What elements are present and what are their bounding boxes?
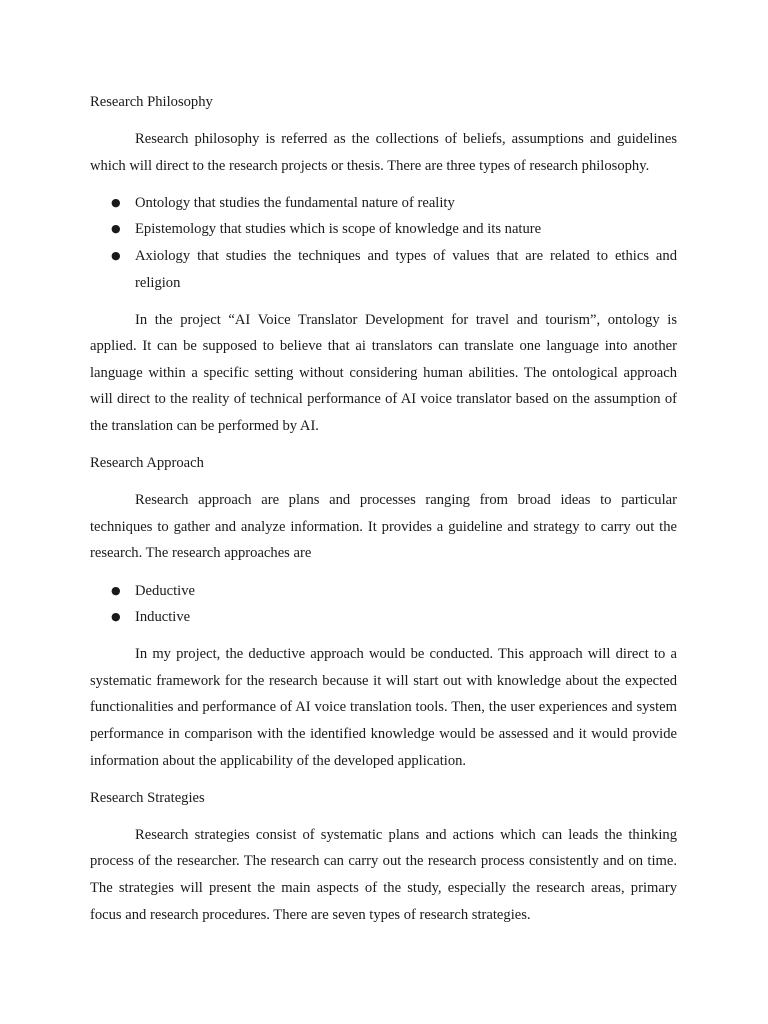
section-heading: Research Philosophy: [90, 94, 213, 110]
list-item-text: Deductive: [135, 582, 195, 599]
list-item: [90, 216, 677, 243]
list-item: [90, 604, 677, 631]
bullet-icon: ●: [111, 195, 121, 209]
list-item-text: Inductive: [135, 609, 191, 626]
section-heading: Research Approach: [90, 455, 204, 472]
list-item-text: Ontology that studies the fundamental nature of reality: [135, 194, 455, 211]
list-item: [90, 190, 677, 217]
paragraph: Research strategies consist of systematic plans and actions which can leads the thinking process of the researcher. The research can carry out the research process consistently and on time. The strategies will present the main aspects of the study, especially the research areas, primary focus and research procedures. There are seven types of research strategies.: [90, 826, 677, 923]
paragraph: In my project, the deductive approach would be conducted. This approach will direct to a systematic framework for the research because it will start out with knowledge about the expected functionalities and performance of AI voice translation tools. Then, the user experiences and system performance in comparison with the identified knowledge would be assessed and it would provide information about the applicability of the developed application.: [90, 646, 677, 769]
list-item: [90, 243, 677, 296]
list-item-text: Axiology that studies the techniques and types of values that are related to ethics and religion: [135, 247, 677, 291]
bullet-list: [90, 190, 677, 296]
bullet-icon: ●: [111, 248, 121, 262]
paragraph: Research approach are plans and processes ranging from broad ideas to particular techniques to gather and analyze information. It provides a guideline and strategy to carry out the research. The research approaches are: [90, 492, 677, 562]
list-item-text: Epistemology that studies which is scope of knowledge and its nature: [135, 221, 542, 238]
document-page: [90, 89, 677, 939]
list-item: [90, 578, 677, 605]
bullet-icon: ●: [111, 610, 121, 624]
bullet-list: [90, 578, 677, 631]
bullet-icon: ●: [111, 222, 121, 236]
paragraph: In the project “AI Voice Translator Development for travel and tourism”, ontology is applied. It can be supposed to believe that ai translators can translate one language into another language within a specific setting without considering human abilities. The ontological approach will direct to the reality of technical performance of AI voice translator based on the assumption of the translation can be performed by AI.: [90, 311, 677, 435]
bullet-icon: ●: [111, 583, 121, 597]
paragraph: Research philosophy is referred as the collections of beliefs, assumptions and guidelines which will direct to the research projects or thesis. There are three types of research philosophy.: [90, 131, 677, 174]
section-heading: Research Strategies: [90, 789, 205, 806]
